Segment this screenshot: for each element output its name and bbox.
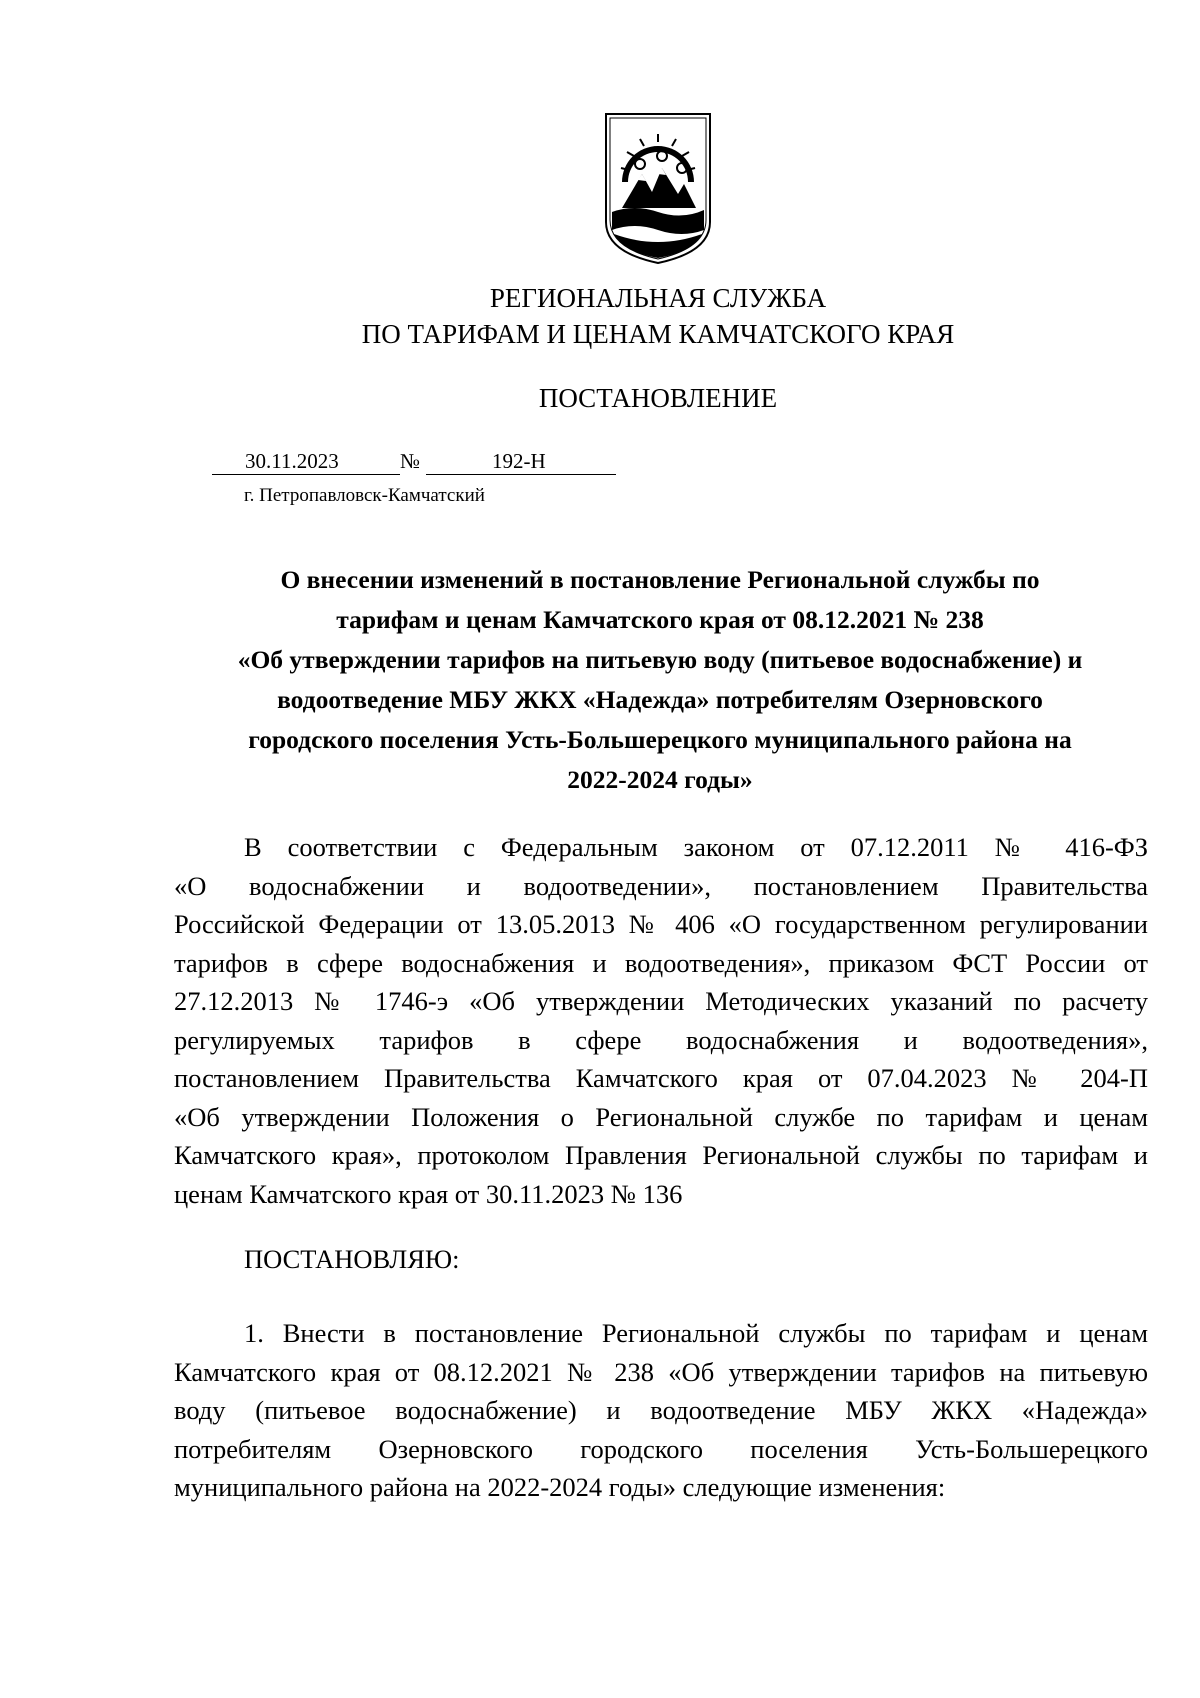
paragraph-line: тарифов в сфере водоснабжения и водоотведения», приказом ФСТ России от xyxy=(174,947,1148,978)
number-sign: № xyxy=(400,449,421,473)
preamble-paragraph xyxy=(174,828,1148,1213)
item-1-paragraph xyxy=(174,1314,1148,1507)
paragraph-line: потребителям Озерновского городского поселения Усть-Большерецкого xyxy=(174,1433,1148,1464)
heading-line: О внесении изменений в постановление Региональной службы по xyxy=(280,565,1040,594)
organization-title-line-2: ПО ТАРИФАМ И ЦЕНАМ КАМЧАТСКОГО КРАЯ xyxy=(361,319,955,349)
document-date: 30.11.2023 xyxy=(245,449,339,473)
organization-title xyxy=(0,280,1200,352)
paragraph-line: «О водоснабжении и водоотведении», постановлением Правительства xyxy=(174,870,1148,901)
document-place: г. Петропавловск-Камчатский xyxy=(244,485,485,506)
paragraph-line: регулируемых тарифов в сфере водоснабжения и водоотведения», xyxy=(174,1024,1148,1055)
heading-line: водоотведение МБУ ЖКХ «Надежда» потребителям Озерновского xyxy=(277,685,1043,714)
organization-title-line-1: РЕГИОНАЛЬНАЯ СЛУЖБА xyxy=(489,283,827,313)
paragraph-line: муниципального района на 2022-2024 годы» следующие изменения: xyxy=(174,1472,946,1502)
heading-line: городского поселения Усть-Большерецкого муниципального района на xyxy=(248,725,1072,754)
kamchatka-coat-of-arms-icon xyxy=(604,112,712,265)
heading-line: 2022-2024 годы» xyxy=(567,765,753,794)
paragraph-line: постановлением Правительства Камчатского края от 07.04.2023 № 204-П xyxy=(174,1063,1148,1093)
paragraph-line: 27.12.2013 № 1746-э «Об утверждении Методических указаний по расчету xyxy=(174,986,1148,1016)
decree-word: ПОСТАНОВЛЯЮ: xyxy=(244,1244,460,1274)
paragraph-line: Камчатского края от 08.12.2021 № 238 «Об утверждении тарифов на питьевую xyxy=(174,1356,1148,1387)
heading-line: «Об утверждении тарифов на питьевую воду (питьевое водоснабжение) и xyxy=(237,645,1083,674)
number-underline xyxy=(426,474,616,475)
document-number: 192-Н xyxy=(492,449,546,473)
paragraph-line: ценам Камчатского края от 30.11.2023 № 136 xyxy=(174,1178,683,1209)
heading-line: тарифам и ценам Камчатского края от 08.12.2021 № 238 xyxy=(336,605,984,634)
document-type: ПОСТАНОВЛЕНИЕ xyxy=(538,383,778,413)
paragraph-line: «Об утверждении Положения о Региональной службе по тарифам и ценам xyxy=(174,1101,1148,1132)
paragraph-line: Российской Федерации от 13.05.2013 № 406 «О государственном регулировании xyxy=(174,909,1148,939)
date-underline xyxy=(212,474,400,475)
paragraph-line: 1. Внести в постановление Региональной службы по тарифам и ценам xyxy=(244,1318,1148,1348)
document-heading xyxy=(160,560,1160,800)
paragraph-line: воду (питьевое водоснабжение) и водоотведение МБУ ЖКХ «Надежда» xyxy=(174,1395,1148,1425)
paragraph-line: Камчатского края», протоколом Правления Региональной службы по тарифам и xyxy=(174,1140,1148,1170)
paragraph-line: В соответствии с Федеральным законом от 07.12.2011 № 416-ФЗ xyxy=(244,832,1148,862)
